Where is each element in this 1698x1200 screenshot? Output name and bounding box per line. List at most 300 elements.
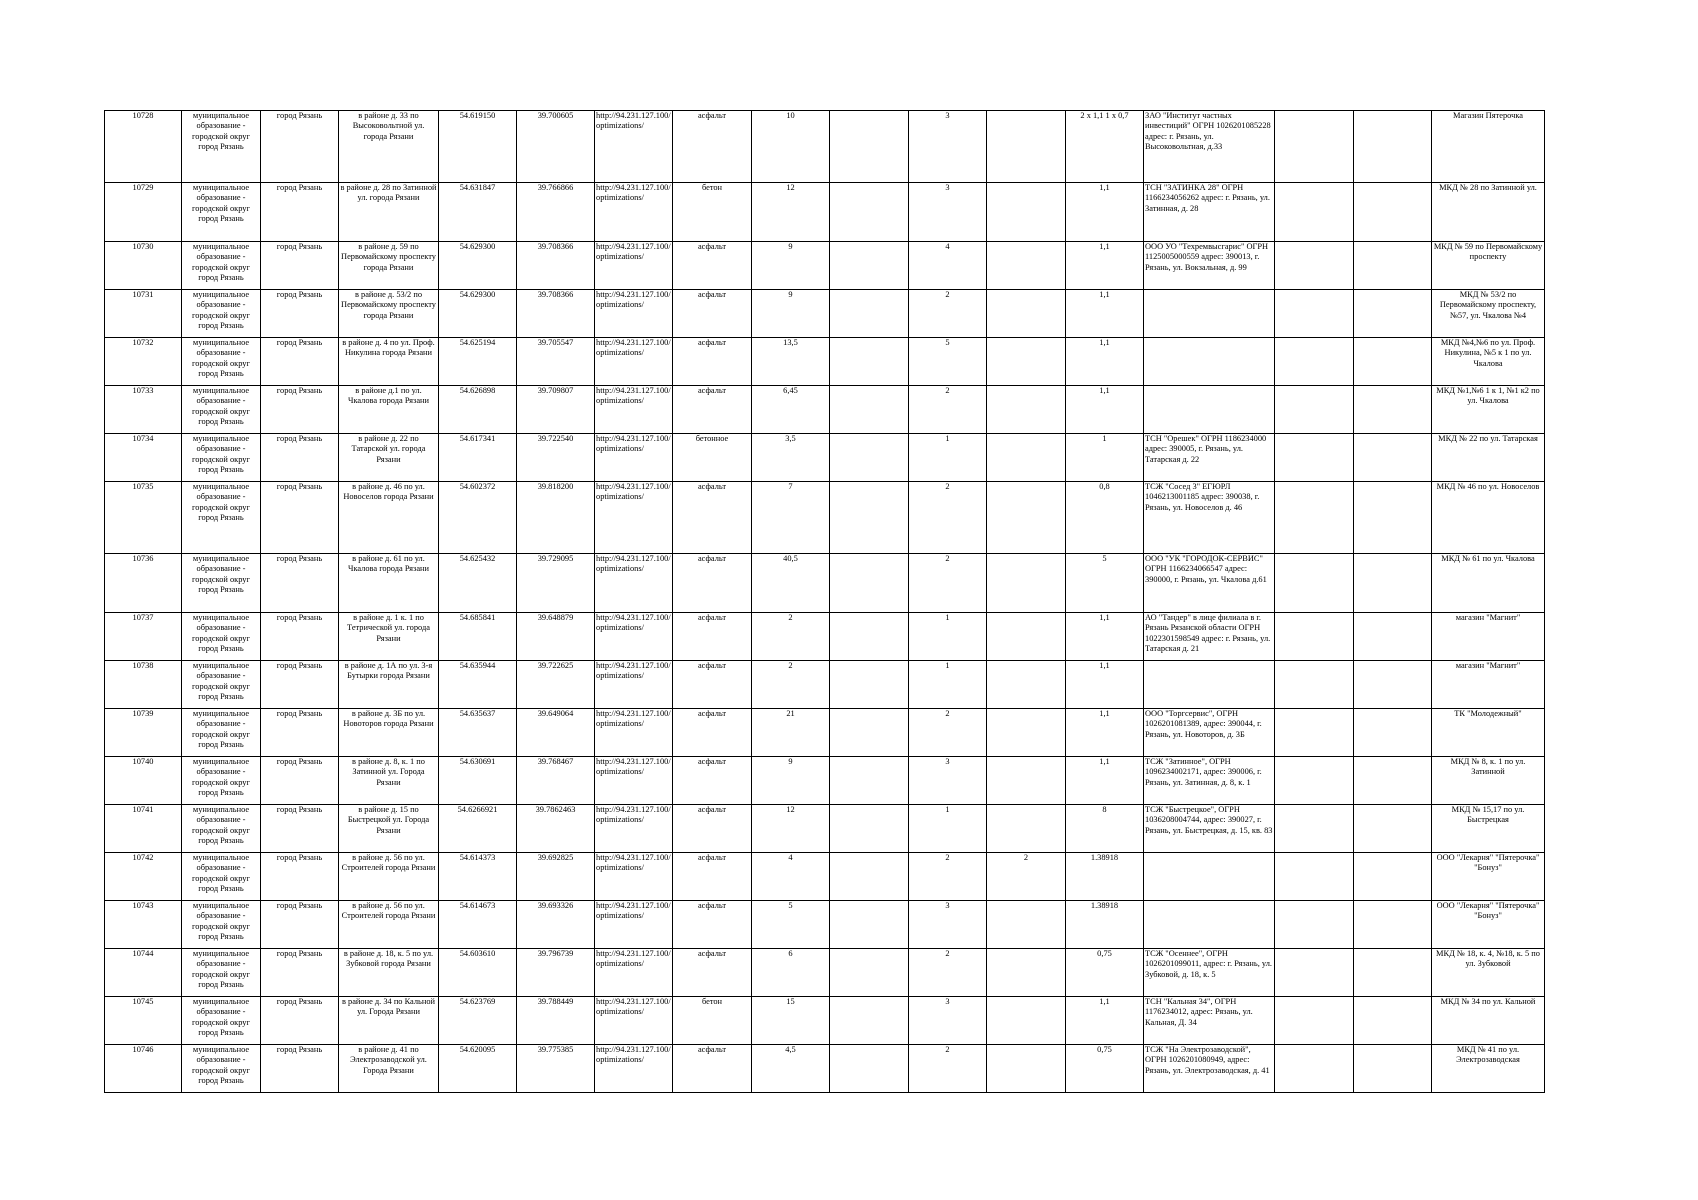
- cell-fence-type: [830, 709, 909, 757]
- table-row: [105, 111, 1545, 183]
- cell-served-objects: магазин "Магнит": [1432, 613, 1545, 661]
- cell-area: 7: [752, 482, 830, 554]
- cell-settlement: город Рязань: [261, 290, 339, 338]
- cell-surface-type: асфальт: [673, 338, 752, 386]
- cell-surface-type: асфальт: [673, 709, 752, 757]
- cell-surface-type: асфальт: [673, 111, 752, 183]
- cell-latitude: 54.635944: [439, 661, 517, 709]
- cell-surface-type: асфальт: [673, 661, 752, 709]
- cell-latitude: 54.631847: [439, 183, 517, 242]
- cell-fence-type: [830, 554, 909, 613]
- cell-fence-type: [830, 111, 909, 183]
- cell-container-count: 2: [909, 709, 987, 757]
- cell-site-address: в районе д. 22 по Татарской ул. города Рязани: [339, 434, 439, 482]
- cell-settlement: город Рязань: [261, 111, 339, 183]
- cell-extra-col-2: [1354, 183, 1432, 242]
- cell-municipality: муниципальное образование - городской округ город Рязань: [182, 482, 261, 554]
- cell-longitude: 39.705547: [517, 338, 595, 386]
- cell-row-id: 10744: [105, 949, 182, 997]
- cell-owner-info: ЗАО "Институт частных инвестиций" ОГРН 1026201085228 адрес: г. Рязань, ул. Высоковольтная, д.33: [1144, 111, 1275, 183]
- cell-site-address: в районе д. 4 по ул. Проф. Никулина города Рязани: [339, 338, 439, 386]
- table-row: [105, 338, 1545, 386]
- cell-extra-col-2: [1354, 661, 1432, 709]
- cell-extra-col-2: [1354, 997, 1432, 1045]
- cell-site-address: в районе д. 56 по ул. Строителей города Рязани: [339, 901, 439, 949]
- table-row: [105, 757, 1545, 805]
- cell-owner-info: ТСЖ "Осеннее", ОГРН 1026201099011, адрес: г. Рязань, ул. Зубковой, д. 18, к. 5: [1144, 949, 1275, 997]
- cell-extra-count: [987, 805, 1066, 853]
- cell-surface-type: асфальт: [673, 242, 752, 290]
- cell-container-volume: 1: [1066, 434, 1144, 482]
- cell-map-link: http://94.231.127.100/optimizations/: [595, 338, 673, 386]
- cell-extra-col-2: [1354, 709, 1432, 757]
- cell-extra-col-2: [1354, 482, 1432, 554]
- cell-map-link: http://94.231.127.100/optimizations/: [595, 949, 673, 997]
- cell-latitude: 54.603610: [439, 949, 517, 997]
- cell-container-volume: 8: [1066, 805, 1144, 853]
- cell-extra-col-1: [1275, 805, 1354, 853]
- cell-municipality: муниципальное образование - городской округ город Рязань: [182, 901, 261, 949]
- cell-fence-type: [830, 805, 909, 853]
- table-row: [105, 853, 1545, 901]
- cell-latitude: 54.626898: [439, 386, 517, 434]
- cell-extra-col-1: [1275, 709, 1354, 757]
- cell-container-volume: 0,8: [1066, 482, 1144, 554]
- cell-settlement: город Рязань: [261, 386, 339, 434]
- cell-fence-type: [830, 997, 909, 1045]
- cell-row-id: 10734: [105, 434, 182, 482]
- cell-extra-col-2: [1354, 901, 1432, 949]
- cell-container-volume: 1,1: [1066, 661, 1144, 709]
- cell-extra-col-1: [1275, 183, 1354, 242]
- cell-extra-col-1: [1275, 111, 1354, 183]
- cell-site-address: в районе д. 34 по Кальной ул. Города Рязани: [339, 997, 439, 1045]
- cell-row-id: 10740: [105, 757, 182, 805]
- cell-longitude: 39.729095: [517, 554, 595, 613]
- cell-served-objects: ООО "Лекарня" "Пятерочка" "Бонуз": [1432, 853, 1545, 901]
- table-row: [105, 613, 1545, 661]
- cell-fence-type: [830, 242, 909, 290]
- cell-settlement: город Рязань: [261, 1045, 339, 1093]
- cell-extra-col-1: [1275, 386, 1354, 434]
- cell-extra-count: [987, 709, 1066, 757]
- cell-owner-info: ТСЖ "Затинное", ОГРН 1096234002171, адрес: 390006, г. Рязань, ул. Затинная, д. 8, к. 1: [1144, 757, 1275, 805]
- cell-site-address: в районе д. 8, к. 1 по Затинной ул. Города Рязани: [339, 757, 439, 805]
- cell-served-objects: МКД №4,№6 по ул. Проф. Никулина, №5 к 1 по ул. Чкалова: [1432, 338, 1545, 386]
- cell-extra-count: [987, 661, 1066, 709]
- cell-area: 6,45: [752, 386, 830, 434]
- cell-longitude: 39.796739: [517, 949, 595, 997]
- cell-row-id: 10735: [105, 482, 182, 554]
- cell-container-count: 1: [909, 805, 987, 853]
- registry-table-body: [105, 111, 1545, 1093]
- cell-served-objects: МКД № 15,17 по ул. Быстрецкая: [1432, 805, 1545, 853]
- cell-row-id: 10746: [105, 1045, 182, 1093]
- cell-area: 5: [752, 901, 830, 949]
- cell-map-link: http://94.231.127.100/optimizations/: [595, 183, 673, 242]
- cell-fence-type: [830, 1045, 909, 1093]
- cell-container-count: 2: [909, 554, 987, 613]
- cell-container-count: 3: [909, 183, 987, 242]
- cell-row-id: 10733: [105, 386, 182, 434]
- cell-extra-col-1: [1275, 613, 1354, 661]
- cell-area: 3,5: [752, 434, 830, 482]
- cell-municipality: муниципальное образование - городской округ город Рязань: [182, 386, 261, 434]
- cell-extra-count: [987, 613, 1066, 661]
- cell-latitude: 54.630691: [439, 757, 517, 805]
- cell-latitude: 54.617341: [439, 434, 517, 482]
- cell-extra-col-1: [1275, 757, 1354, 805]
- cell-row-id: 10731: [105, 290, 182, 338]
- cell-extra-count: 2: [987, 853, 1066, 901]
- cell-container-volume: 1,1: [1066, 183, 1144, 242]
- cell-container-count: 5: [909, 338, 987, 386]
- cell-extra-col-1: [1275, 242, 1354, 290]
- cell-extra-col-1: [1275, 434, 1354, 482]
- cell-latitude: 54.6266921: [439, 805, 517, 853]
- cell-map-link: http://94.231.127.100/optimizations/: [595, 554, 673, 613]
- cell-extra-col-1: [1275, 661, 1354, 709]
- cell-owner-info: ТСЖ "Быстрецкое", ОГРН 1036208004744, адрес: 390027, г. Рязань, ул. Быстрецкая, д. 15, кв. 83: [1144, 805, 1275, 853]
- cell-container-count: 3: [909, 997, 987, 1045]
- cell-extra-count: [987, 1045, 1066, 1093]
- cell-extra-col-1: [1275, 997, 1354, 1045]
- cell-surface-type: асфальт: [673, 290, 752, 338]
- cell-owner-info: ТСЖ "На Электрозаводской", ОГРН 1026201080949, адрес: Рязань, ул. Электрозаводская, д. 41: [1144, 1045, 1275, 1093]
- cell-owner-info: АО "Тандер" в лице филиала в г. Рязань Рязанской области ОГРН 1022301598549 адрес: г. Рязань, ул. Татарская д. 21: [1144, 613, 1275, 661]
- cell-extra-count: [987, 111, 1066, 183]
- cell-row-id: 10743: [105, 901, 182, 949]
- cell-municipality: муниципальное образование - городской округ город Рязань: [182, 997, 261, 1045]
- cell-container-volume: 1,1: [1066, 997, 1144, 1045]
- cell-served-objects: МКД № 46 по ул. Новоселов: [1432, 482, 1545, 554]
- cell-map-link: http://94.231.127.100/optimizations/: [595, 757, 673, 805]
- cell-fence-type: [830, 949, 909, 997]
- cell-owner-info: ТСН "Орешек" ОГРН 1186234000 адрес: 390005, г. Рязань, ул. Татарская д. 22: [1144, 434, 1275, 482]
- cell-owner-info: [1144, 386, 1275, 434]
- cell-map-link: http://94.231.127.100/optimizations/: [595, 1045, 673, 1093]
- cell-fence-type: [830, 661, 909, 709]
- cell-municipality: муниципальное образование - городской округ город Рязань: [182, 949, 261, 997]
- cell-settlement: город Рязань: [261, 901, 339, 949]
- cell-settlement: город Рязань: [261, 338, 339, 386]
- cell-longitude: 39.648879: [517, 613, 595, 661]
- cell-extra-col-2: [1354, 554, 1432, 613]
- cell-owner-info: [1144, 290, 1275, 338]
- cell-extra-count: [987, 482, 1066, 554]
- cell-container-volume: 1,1: [1066, 386, 1144, 434]
- cell-extra-count: [987, 386, 1066, 434]
- cell-extra-col-2: [1354, 111, 1432, 183]
- cell-surface-type: асфальт: [673, 386, 752, 434]
- table-row: [105, 434, 1545, 482]
- cell-latitude: 54.620095: [439, 1045, 517, 1093]
- cell-extra-col-2: [1354, 290, 1432, 338]
- cell-map-link: http://94.231.127.100/optimizations/: [595, 709, 673, 757]
- cell-container-volume: 1.38918: [1066, 853, 1144, 901]
- table-row: [105, 997, 1545, 1045]
- cell-extra-col-2: [1354, 757, 1432, 805]
- cell-container-count: 2: [909, 290, 987, 338]
- cell-row-id: 10730: [105, 242, 182, 290]
- cell-site-address: в районе д. 46 по ул. Новоселов города Рязани: [339, 482, 439, 554]
- cell-municipality: муниципальное образование - городской округ город Рязань: [182, 338, 261, 386]
- cell-owner-info: [1144, 901, 1275, 949]
- cell-surface-type: асфальт: [673, 613, 752, 661]
- cell-area: 2: [752, 613, 830, 661]
- cell-settlement: город Рязань: [261, 613, 339, 661]
- cell-served-objects: МКД № 41 по ул. Электрозаводская: [1432, 1045, 1545, 1093]
- cell-surface-type: асфальт: [673, 1045, 752, 1093]
- cell-settlement: город Рязань: [261, 709, 339, 757]
- cell-site-address: в районе д. 3Б по ул. Новоторов города Рязани: [339, 709, 439, 757]
- cell-map-link: http://94.231.127.100/optimizations/: [595, 997, 673, 1045]
- cell-extra-count: [987, 290, 1066, 338]
- cell-municipality: муниципальное образование - городской округ город Рязань: [182, 805, 261, 853]
- cell-container-count: 2: [909, 949, 987, 997]
- cell-extra-col-2: [1354, 613, 1432, 661]
- cell-extra-count: [987, 338, 1066, 386]
- cell-area: 4,5: [752, 1045, 830, 1093]
- cell-settlement: город Рязань: [261, 554, 339, 613]
- table-row: [105, 482, 1545, 554]
- cell-container-volume: 1,1: [1066, 338, 1144, 386]
- cell-extra-count: [987, 757, 1066, 805]
- cell-longitude: 39.693326: [517, 901, 595, 949]
- cell-area: 9: [752, 242, 830, 290]
- cell-latitude: 54.614373: [439, 853, 517, 901]
- cell-longitude: 39.692825: [517, 853, 595, 901]
- cell-site-address: в районе д. 41 по Электрозаводской ул. Города Рязани: [339, 1045, 439, 1093]
- cell-owner-info: ООО "УК "ГОРОДОК-СЕРВИС" ОГРН 1166234066547 адрес: 390000, г. Рязань, ул. Чкалова д.61: [1144, 554, 1275, 613]
- cell-map-link: http://94.231.127.100/optimizations/: [595, 242, 673, 290]
- cell-site-address: в районе д.1 по ул. Чкалова города Рязани: [339, 386, 439, 434]
- cell-served-objects: МКД № 59 по Первомайскому проспекту: [1432, 242, 1545, 290]
- cell-extra-col-1: [1275, 1045, 1354, 1093]
- cell-container-count: 3: [909, 901, 987, 949]
- cell-area: 12: [752, 183, 830, 242]
- cell-settlement: город Рязань: [261, 949, 339, 997]
- cell-latitude: 54.685841: [439, 613, 517, 661]
- cell-owner-info: ТСЖ "Сосед 3" ЕГЮРЛ 1046213001185 адрес: 390038, г. Рязань, ул. Новоселов д. 46: [1144, 482, 1275, 554]
- table-row: [105, 949, 1545, 997]
- cell-area: 6: [752, 949, 830, 997]
- cell-settlement: город Рязань: [261, 183, 339, 242]
- cell-extra-col-1: [1275, 853, 1354, 901]
- cell-settlement: город Рязань: [261, 434, 339, 482]
- cell-owner-info: ТСН "ЗАТИНКА 28" ОГРН 1166234056262 адрес: г. Рязань, ул. Затинная, д. 28: [1144, 183, 1275, 242]
- cell-row-id: 10742: [105, 853, 182, 901]
- cell-extra-col-1: [1275, 554, 1354, 613]
- cell-latitude: 54.619150: [439, 111, 517, 183]
- cell-map-link: http://94.231.127.100/optimizations/: [595, 434, 673, 482]
- cell-served-objects: МКД № 22 по ул. Татарская: [1432, 434, 1545, 482]
- cell-surface-type: асфальт: [673, 853, 752, 901]
- cell-owner-info: [1144, 853, 1275, 901]
- cell-surface-type: асфальт: [673, 482, 752, 554]
- cell-extra-col-2: [1354, 949, 1432, 997]
- cell-extra-col-2: [1354, 853, 1432, 901]
- cell-served-objects: Магазин Пятерочка: [1432, 111, 1545, 183]
- cell-longitude: 39.722625: [517, 661, 595, 709]
- cell-extra-col-2: [1354, 805, 1432, 853]
- cell-latitude: 54.625194: [439, 338, 517, 386]
- cell-municipality: муниципальное образование - городской округ город Рязань: [182, 290, 261, 338]
- cell-area: 21: [752, 709, 830, 757]
- cell-longitude: 39.708366: [517, 242, 595, 290]
- cell-latitude: 54.629300: [439, 242, 517, 290]
- cell-extra-col-1: [1275, 901, 1354, 949]
- cell-container-volume: 1,1: [1066, 613, 1144, 661]
- cell-container-count: 2: [909, 386, 987, 434]
- cell-served-objects: МКД № 34 по ул. Кальной: [1432, 997, 1545, 1045]
- cell-fence-type: [830, 901, 909, 949]
- table-row: [105, 290, 1545, 338]
- cell-fence-type: [830, 757, 909, 805]
- cell-site-address: в районе д. 18, к. 5 по ул. Зубковой города Рязани: [339, 949, 439, 997]
- cell-row-id: 10736: [105, 554, 182, 613]
- cell-served-objects: МКД № 28 по Затинной ул.: [1432, 183, 1545, 242]
- cell-longitude: 39.7862463: [517, 805, 595, 853]
- cell-settlement: город Рязань: [261, 661, 339, 709]
- cell-container-volume: 1,1: [1066, 757, 1144, 805]
- cell-extra-count: [987, 434, 1066, 482]
- cell-latitude: 54.602372: [439, 482, 517, 554]
- cell-container-count: 4: [909, 242, 987, 290]
- cell-row-id: 10728: [105, 111, 182, 183]
- cell-latitude: 54.623769: [439, 997, 517, 1045]
- cell-fence-type: [830, 338, 909, 386]
- cell-row-id: 10745: [105, 997, 182, 1045]
- cell-municipality: муниципальное образование - городской округ город Рязань: [182, 1045, 261, 1093]
- cell-extra-col-2: [1354, 242, 1432, 290]
- table-row: [105, 1045, 1545, 1093]
- cell-map-link: http://94.231.127.100/optimizations/: [595, 805, 673, 853]
- cell-fence-type: [830, 482, 909, 554]
- cell-container-volume: 5: [1066, 554, 1144, 613]
- cell-extra-count: [987, 901, 1066, 949]
- cell-owner-info: [1144, 661, 1275, 709]
- cell-extra-col-2: [1354, 338, 1432, 386]
- cell-extra-col-1: [1275, 949, 1354, 997]
- cell-extra-count: [987, 997, 1066, 1045]
- cell-area: 40,5: [752, 554, 830, 613]
- cell-area: 15: [752, 997, 830, 1045]
- cell-container-count: 2: [909, 853, 987, 901]
- cell-extra-col-2: [1354, 1045, 1432, 1093]
- cell-container-volume: 2 х 1,1 1 х 0,7: [1066, 111, 1144, 183]
- cell-settlement: город Рязань: [261, 482, 339, 554]
- cell-extra-col-2: [1354, 434, 1432, 482]
- cell-fence-type: [830, 290, 909, 338]
- cell-surface-type: асфальт: [673, 805, 752, 853]
- cell-municipality: муниципальное образование - городской округ город Рязань: [182, 554, 261, 613]
- cell-map-link: http://94.231.127.100/optimizations/: [595, 901, 673, 949]
- cell-area: 2: [752, 661, 830, 709]
- cell-extra-count: [987, 183, 1066, 242]
- cell-surface-type: асфальт: [673, 949, 752, 997]
- cell-site-address: в районе д. 56 по ул. Строителей города Рязани: [339, 853, 439, 901]
- cell-longitude: 39.649064: [517, 709, 595, 757]
- cell-longitude: 39.700605: [517, 111, 595, 183]
- cell-latitude: 54.629300: [439, 290, 517, 338]
- cell-site-address: в районе д. 1 к. 1 по Тетрической ул. города Рязани: [339, 613, 439, 661]
- cell-fence-type: [830, 386, 909, 434]
- cell-extra-col-1: [1275, 482, 1354, 554]
- cell-municipality: муниципальное образование - городской округ город Рязань: [182, 661, 261, 709]
- cell-container-volume: 1,1: [1066, 290, 1144, 338]
- cell-longitude: 39.766866: [517, 183, 595, 242]
- cell-container-count: 1: [909, 661, 987, 709]
- cell-site-address: в районе д. 15 по Быстрецкой ул. Города Рязани: [339, 805, 439, 853]
- cell-container-volume: 1.38918: [1066, 901, 1144, 949]
- cell-container-volume: 1,1: [1066, 709, 1144, 757]
- cell-settlement: город Рязань: [261, 853, 339, 901]
- cell-served-objects: МКД № 8, к. 1 по ул. Затинной: [1432, 757, 1545, 805]
- cell-map-link: http://94.231.127.100/optimizations/: [595, 111, 673, 183]
- cell-longitude: 39.775385: [517, 1045, 595, 1093]
- cell-settlement: город Рязань: [261, 997, 339, 1045]
- cell-area: 10: [752, 111, 830, 183]
- cell-served-objects: МКД № 18, к. 4, №18, к. 5 по ул. Зубковой: [1432, 949, 1545, 997]
- cell-container-count: 1: [909, 434, 987, 482]
- cell-container-count: 2: [909, 482, 987, 554]
- cell-container-volume: 1,1: [1066, 242, 1144, 290]
- table-row: [105, 386, 1545, 434]
- cell-site-address: в районе д. 59 по Первомайскому проспекту города Рязани: [339, 242, 439, 290]
- cell-fence-type: [830, 434, 909, 482]
- cell-longitude: 39.788449: [517, 997, 595, 1045]
- cell-map-link: http://94.231.127.100/optimizations/: [595, 386, 673, 434]
- cell-surface-type: асфальт: [673, 901, 752, 949]
- cell-longitude: 39.709807: [517, 386, 595, 434]
- cell-extra-col-1: [1275, 290, 1354, 338]
- cell-container-volume: 0,75: [1066, 1045, 1144, 1093]
- cell-served-objects: МКД № 61 по ул. Чкалова: [1432, 554, 1545, 613]
- cell-area: 9: [752, 290, 830, 338]
- cell-site-address: в районе д. 53/2 по Первомайскому проспекту города Рязани: [339, 290, 439, 338]
- cell-extra-count: [987, 949, 1066, 997]
- cell-municipality: муниципальное образование - городской округ город Рязань: [182, 709, 261, 757]
- cell-row-id: 10732: [105, 338, 182, 386]
- cell-map-link: http://94.231.127.100/optimizations/: [595, 290, 673, 338]
- cell-site-address: в районе д. 61 по ул. Чкалова города Рязани: [339, 554, 439, 613]
- table-row: [105, 901, 1545, 949]
- table-row: [105, 805, 1545, 853]
- cell-site-address: в районе д. 33 по Высоковольтной ул. города Рязани: [339, 111, 439, 183]
- cell-municipality: муниципальное образование - городской округ город Рязань: [182, 757, 261, 805]
- cell-extra-col-2: [1354, 386, 1432, 434]
- cell-surface-type: асфальт: [673, 757, 752, 805]
- cell-extra-col-1: [1275, 338, 1354, 386]
- cell-fence-type: [830, 183, 909, 242]
- cell-municipality: муниципальное образование - городской округ город Рязань: [182, 242, 261, 290]
- table-row: [105, 554, 1545, 613]
- table-row: [105, 709, 1545, 757]
- cell-row-id: 10738: [105, 661, 182, 709]
- cell-container-count: 3: [909, 757, 987, 805]
- cell-served-objects: магазин "Магнит": [1432, 661, 1545, 709]
- cell-served-objects: МКД №1,№6 1 к 1, №1 к2 по ул. Чкалова: [1432, 386, 1545, 434]
- cell-owner-info: [1144, 338, 1275, 386]
- cell-longitude: 39.768467: [517, 757, 595, 805]
- cell-map-link: http://94.231.127.100/optimizations/: [595, 482, 673, 554]
- cell-map-link: http://94.231.127.100/optimizations/: [595, 661, 673, 709]
- cell-municipality: муниципальное образование - городской округ город Рязань: [182, 183, 261, 242]
- cell-fence-type: [830, 853, 909, 901]
- table-row: [105, 242, 1545, 290]
- cell-surface-type: бетон: [673, 183, 752, 242]
